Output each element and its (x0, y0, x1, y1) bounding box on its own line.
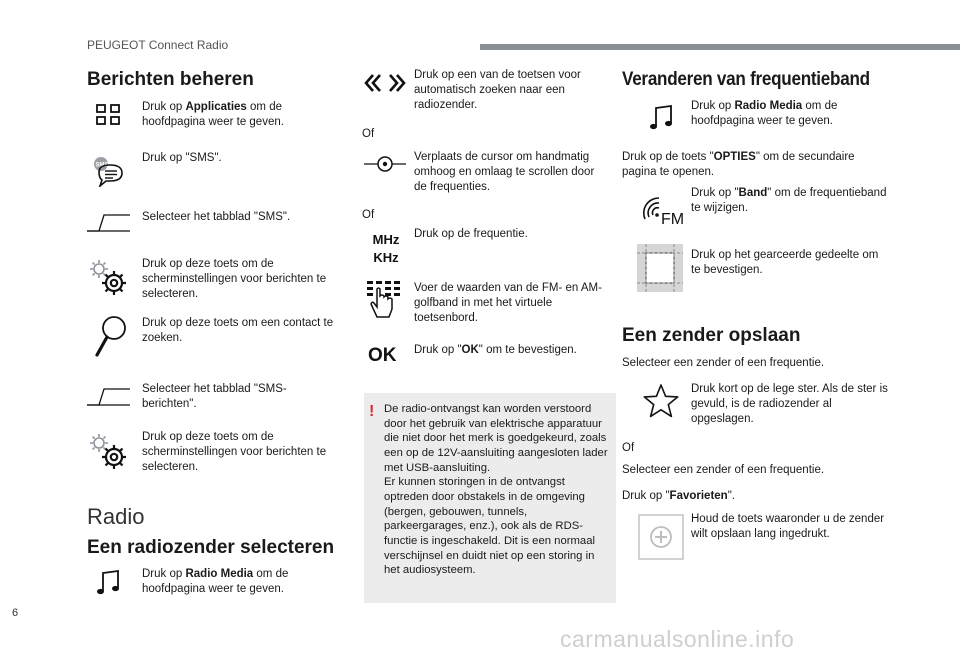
star-icon (641, 381, 681, 421)
step-ok: Druk op "OK" om te bevestigen. (414, 344, 577, 356)
watermark: carmanualsonline.info (560, 626, 795, 652)
section-title-radiozender: Een radiozender selecteren (87, 537, 335, 558)
step-settings-1: Druk op deze toets om de scherminstellingen voor berichten te selecteren. (142, 258, 327, 300)
apps-grid-icon (94, 103, 124, 127)
music-note-icon (647, 102, 677, 132)
section-title-berichten: Berichten beheren (87, 69, 254, 90)
svg-text:FM: FM (661, 211, 685, 227)
fm-radio-icon (641, 191, 685, 227)
step-seek: Druk op een van de toetsen voor automatisch zoeken naar een radiozender. (414, 69, 581, 111)
header-bar (480, 44, 960, 50)
step-search: Druk op deze toets om een contact te zoeken. (142, 317, 334, 344)
step-select-2: Selecteer een zender of een frequentie. (622, 464, 825, 476)
step-tab-sms-berichten: Selecteer het tabblad "SMS-berichten". (142, 383, 287, 410)
step-settings-2: Druk op deze toets om de scherminstellingen voor berichten te selecteren. (142, 431, 327, 473)
sms-bubble-icon (90, 154, 126, 188)
svg-text:SMS: SMS (95, 162, 109, 169)
ok-label: OK (368, 345, 397, 366)
settings-gear-icon (88, 258, 130, 298)
page-number: 6 (12, 607, 19, 619)
or-text-1: Of (362, 128, 375, 140)
mhz-khz-label: MHz KHz (372, 232, 400, 265)
search-magnifier-icon (92, 315, 130, 357)
step-applicaties: Druk op Applicaties om de hoofdpagina weer te geven. (142, 101, 284, 128)
frequency-slider-icon (362, 152, 408, 176)
step-confirm-area: Druk op het gearceerde gedeelte om te bevestigen. (691, 249, 879, 276)
settings-gear-icon (88, 432, 130, 472)
step-keypad: Voer de waarden van de FM- en AM-golfband in met het virtuele toetsenbord. (414, 282, 602, 324)
warning-exclamation-icon: ! (369, 403, 375, 420)
keypad-hand-icon (364, 279, 404, 323)
step-band-radio-media: Druk op Radio Media om de hoofdpagina weer te geven. (691, 100, 838, 127)
document-header: PEUGEOT Connect Radio (87, 38, 229, 52)
step-options: Druk op de toets "OPTIES" om de secundaire pagina te openen. (622, 151, 855, 178)
or-text-3: Of (622, 442, 635, 454)
step-star: Druk kort op de lege ster. Als de ster is gevuld, is de radiozender al opgeslagen. (691, 383, 888, 425)
step-favorieten: Druk op "Favorieten". (622, 490, 735, 502)
step-select-1: Selecteer een zender of een frequentie. (622, 357, 825, 369)
or-text-2: Of (362, 209, 375, 221)
shaded-area-icon (637, 244, 683, 292)
radio-heading: Radio (87, 504, 145, 529)
section-title-opslaan: Een zender opslaan (622, 325, 801, 346)
music-note-icon (94, 567, 124, 597)
tab-icon (86, 386, 132, 408)
step-band: Druk op "Band" om de frequentieband te wijzigen. (691, 187, 887, 214)
add-preset-icon (638, 514, 684, 560)
step-radio-media: Druk op Radio Media om de hoofdpagina weer te geven. (142, 568, 289, 595)
warning-note-text: De radio-ontvangst kan worden verstoord door het gebruik van elektrische apparatuur die niet door het merk is goedgekeurd, zoals een op de 12V-aansluiting aangesloten lader met USB-aansluiting. Er kunnen storingen in de ontvangst optreden door obstakels in de omgeving (bergen, gebouwen, tunnels, parkeergarages, enz.), ook als de RDS-functie is ingeschakeld. Dit is een normaal verschijnsel en duidt niet op een storing in het audiosysteem. (384, 403, 608, 577)
seek-arrows-icon (362, 72, 408, 94)
step-frequency: Druk op de frequentie. (414, 228, 528, 240)
step-hold: Houd de toets waaronder u de zender wilt opslaan lang ingedrukt. (691, 513, 885, 540)
step-sms: Druk op "SMS". (142, 152, 222, 164)
tab-icon (86, 212, 132, 234)
step-tab-sms: Selecteer het tabblad "SMS". (142, 211, 291, 223)
step-slider: Verplaats de cursor om handmatig omhoog en omlaag te scrollen door de frequenties. (414, 151, 595, 193)
section-title-frequentieband: Veranderen van frequentieband (622, 69, 870, 90)
